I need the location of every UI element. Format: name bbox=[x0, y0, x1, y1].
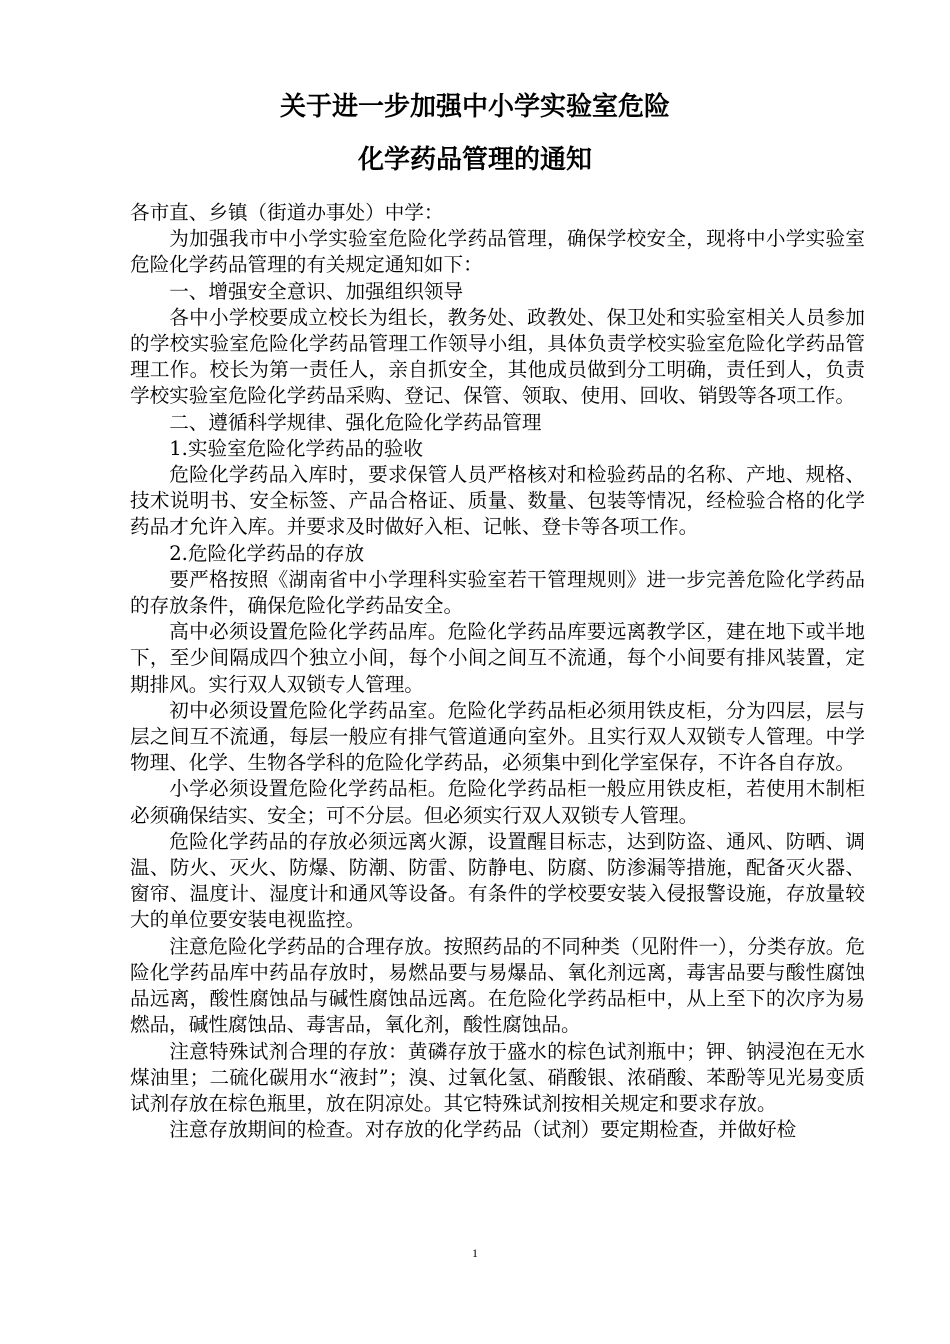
paragraph: 二、遵循科学规律、强化危险化学药品管理 bbox=[169, 410, 542, 434]
document-title-line2: 化学药品管理的通知 bbox=[357, 145, 592, 175]
paragraph: 高中必须设置危险化学药品库。危险化学药品库要远离教学区，建在地下或半地下，至少间隔成四个独立小间，每个小间之间互不流通，每个小间要有排风装置，定期排风。实行双人双锁专人管理。 bbox=[130, 620, 865, 696]
page-number: 1 bbox=[472, 1246, 478, 1260]
paragraph: 各中小学校要成立校长为组长，教务处、政教处、保卫处和实验室相关人员参加的学校实验室危险化学药品管理工作领导小组，具体负责学校实验室危险化学药品管理工作。校长为第一责任人，亲自抓安全，其他成员做到分工明确，责任到人，负责学校实验室危险化学药品采购、登记、保管、领取、使用、回收、销毁等各项工作。 bbox=[130, 305, 865, 408]
paragraph: 危险化学药品入库时，要求保管人员严格核对和检验药品的名称、产地、规格、技术说明书、安全标签、产品合格证、质量、数量、包装等情况，经检验合格的化学药品才允许入库。并要求及时做好入柜、记帐、登卡等各项工作。 bbox=[130, 463, 865, 539]
paragraph: 1.实验室危险化学药品的验收 bbox=[169, 436, 424, 460]
paragraph: 小学必须设置危险化学药品柜。危险化学药品柜一般应用铁皮柜，若使用木制柜必须确保结实、安全；可不分层。但必须实行双人双锁专人管理。 bbox=[130, 777, 865, 827]
document-title-line1: 关于进一步加强中小学实验室危险 bbox=[279, 92, 670, 122]
paragraph: 初中必须设置危险化学药品室。危险化学药品柜必须用铁皮柜，分为四层，层与层之间互不流通，每层一般应有排气管道通向室外。且实行双人双锁专人管理。中学物理、化学、生物各学科的危险化学药品，必须集中到化学室保存，不许各自存放。 bbox=[130, 698, 865, 775]
paragraph: 要严格按照《湖南省中小学理科实验室若干管理规则》进一步完善危险化学药品的存放条件，确保危险化学药品安全。 bbox=[130, 567, 865, 618]
paragraph: 各市直、乡镇（街道办事处）中学： bbox=[130, 201, 444, 224]
paragraph: 注意危险化学药品的合理存放。按照药品的不同种类（见附件一），分类存放。危险化学药品库中药品存放时，易燃品要与易爆品、氧化剂远离，毒害品要与酸性腐蚀品远离，酸性腐蚀品与碱性腐蚀品远离。在危险化学药品柜中，从上至下的次序为易燃品，碱性腐蚀品、毒害品，氧化剂，酸性腐蚀品。 bbox=[130, 934, 865, 1037]
paragraph: 一、增强安全意识、加强组织领导 bbox=[169, 279, 464, 303]
paragraph: 为加强我市中小学实验室危险化学药品管理，确保学校安全，现将中小学实验室危险化学药品管理的有关规定通知如下： bbox=[130, 227, 865, 277]
document-body bbox=[130, 200, 865, 1143]
paragraph: 危险化学药品的存放必须远离火源，设置醒目标志，达到防盗、通风、防晒、调温、防火、灭火、防爆、防潮、防雷、防静电、防腐、防渗漏等措施，配备灭火器、窗帘、温度计、湿度计和通风等设备。有条件的学校要安装入侵报警设施，存放量较大的单位要安装电视监控。 bbox=[130, 829, 865, 932]
paragraph: 2.危险化学药品的存放 bbox=[169, 541, 365, 565]
paragraph: 注意存放期间的检查。对存放的化学药品（试剂）要定期检查，并做好检 bbox=[169, 1118, 797, 1142]
paragraph: 注意特殊试剂合理的存放：黄磷存放于盛水的棕色试剂瓶中；钾、钠浸泡在无水煤油里；二硫化碳用水“液封”；溴、过氧化氢、硝酸银、浓硝酸、苯酚等见光易变质试剂存放在棕色瓶里，放在阴凉处。其它特殊试剂按相关规定和要求存放。 bbox=[130, 1039, 865, 1115]
